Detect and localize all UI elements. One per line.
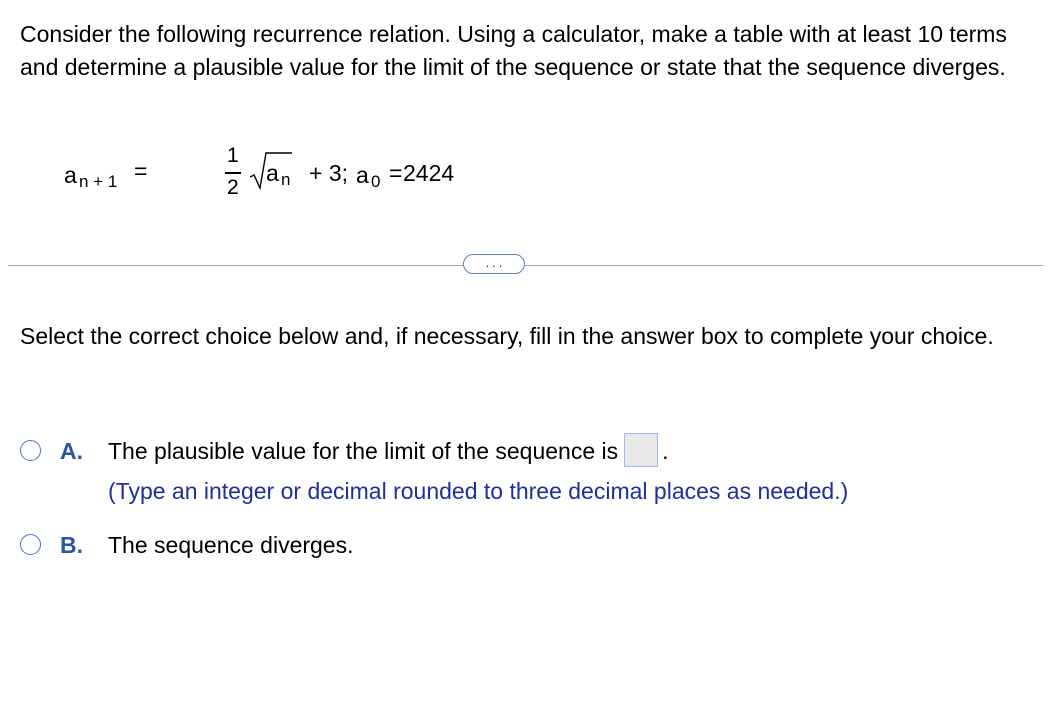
choice-b[interactable] <box>20 532 1020 562</box>
answer-input-box[interactable] <box>624 433 658 467</box>
recurrence-equation <box>64 140 484 200</box>
choice-a-letter: A. <box>60 438 83 464</box>
choice-a-radio[interactable] <box>20 440 41 461</box>
show-more-button[interactable] <box>463 254 525 274</box>
lhs-subscript: n + 1 <box>79 172 118 191</box>
answer-format-hint: (Type an integer or decimal rounded to three decimal places as needed.) <box>108 478 849 504</box>
choice-a-label: The plausible value for the limit of the sequence is <box>108 438 619 464</box>
init-value: 2424 <box>403 160 455 186</box>
choice-a[interactable] <box>20 438 1020 468</box>
init-subscript: 0 <box>371 172 381 191</box>
instruction-text: Select the correct choice below and, if necessary, fill in the answer box to complete your choice. <box>20 323 994 349</box>
ellipsis-icon: ... <box>485 255 506 270</box>
fraction-denominator: 2 <box>227 176 239 199</box>
section-divider <box>8 265 1043 266</box>
fraction-bar <box>225 172 241 174</box>
fraction-numerator: 1 <box>227 144 239 167</box>
init-var: a <box>356 162 369 188</box>
init-equals: = <box>389 160 403 186</box>
choice-a-text <box>108 438 669 467</box>
choice-a-period: . <box>662 438 669 464</box>
choice-b-text: The sequence diverges. <box>108 532 354 558</box>
radicand-var: a <box>266 160 279 186</box>
choice-b-letter: B. <box>60 532 83 558</box>
question-text: Consider the following recurrence relation. Using a calculator, make a table with at least 10 terms and determine a plausible value for the limit of the sequence or state that the sequence diverges. <box>20 21 1007 80</box>
plus-term: + 3; <box>309 160 349 186</box>
choice-b-radio[interactable] <box>20 534 41 555</box>
lhs-var: a <box>64 162 77 188</box>
equals-sign: = <box>134 158 148 184</box>
radicand-subscript: n <box>281 170 291 189</box>
